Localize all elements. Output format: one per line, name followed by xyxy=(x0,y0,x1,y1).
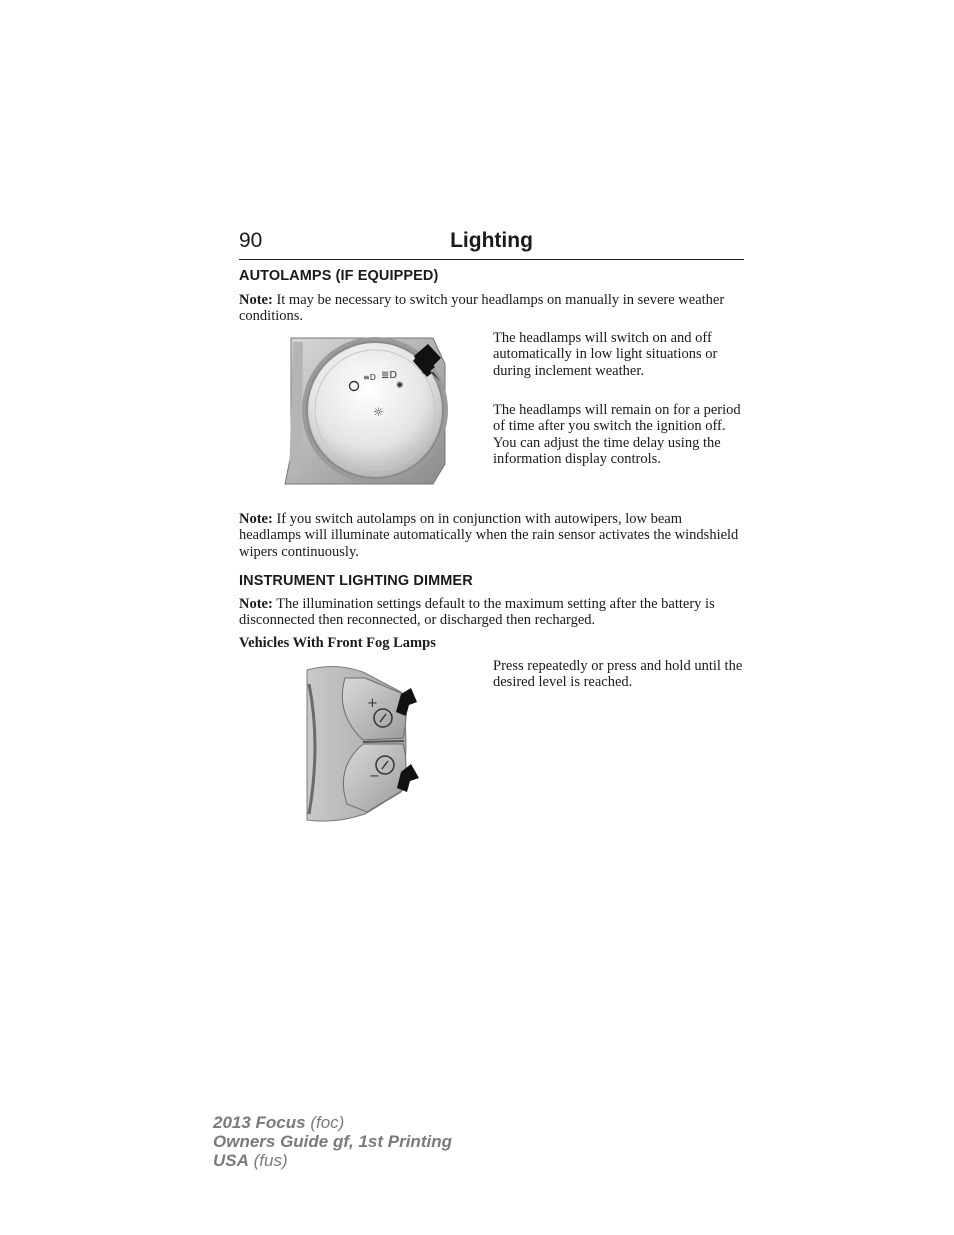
note-label: Note: xyxy=(239,511,273,527)
autolamps-note-autowipers xyxy=(239,511,744,560)
fog-lamps-subheading: Vehicles With Front Fog Lamps xyxy=(239,635,436,651)
footer-line-1: 2013 Focus (foc) xyxy=(213,1113,345,1132)
note-text: The illumination settings default to the maximum setting after the battery is disconnected then reconnected, or discharged then recharged. xyxy=(239,596,715,629)
svg-text:≣D: ≣D xyxy=(381,370,398,381)
page-number: 90 xyxy=(239,229,263,252)
dimmer-switch-illustration xyxy=(305,664,423,824)
note-label: Note: xyxy=(239,596,273,612)
dimmer-instructions: Press repeatedly or press and hold until the desired level is reached. xyxy=(493,658,743,691)
svg-text:☼: ☼ xyxy=(373,405,384,419)
svg-text:−: − xyxy=(369,769,380,784)
headlamp-switch-illustration xyxy=(283,334,448,486)
autolamps-description: The headlamps will switch on and off automatically in low light situations or during inclement weather. xyxy=(493,330,718,379)
dimmer-note xyxy=(239,596,744,629)
footer-line-2: Owners Guide gf, 1st Printing xyxy=(213,1132,452,1151)
header-rule xyxy=(239,259,744,260)
dimmer-heading: INSTRUMENT LIGHTING DIMMER xyxy=(239,573,473,589)
autolamps-delay-description: The headlamps will remain on for a period of time after you switch the ignition off. You can adjust the time delay using the information display controls. xyxy=(493,402,741,468)
page-title: Lighting xyxy=(450,229,533,252)
footer-line-3: USA (fus) xyxy=(213,1151,288,1170)
footer xyxy=(213,1113,452,1170)
autolamps-note-severe-weather xyxy=(239,292,744,325)
autolamps-heading: AUTOLAMPS (IF EQUIPPED) xyxy=(239,268,439,284)
svg-text:≡D: ≡D xyxy=(363,373,376,382)
note-text: If you switch autolamps on in conjunction with autowipers, low beam headlamps will illuminate automatically when the rain sensor activates the windshield wipers continuously. xyxy=(239,511,739,560)
note-label: Note: xyxy=(239,292,273,308)
svg-text:✺: ✺ xyxy=(396,381,404,391)
svg-text:+: + xyxy=(367,696,378,711)
note-text: It may be necessary to switch your headlamps on manually in severe weather conditions. xyxy=(239,292,725,325)
